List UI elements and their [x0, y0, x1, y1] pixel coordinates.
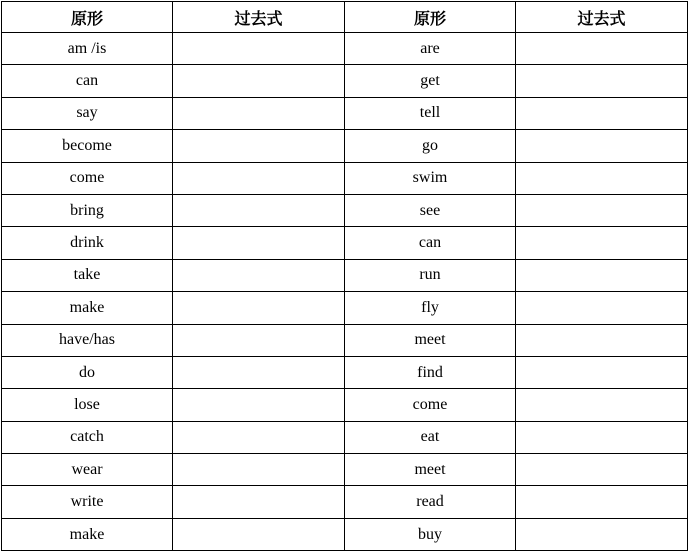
- base-form-cell: run: [345, 259, 516, 291]
- base-form-cell: make: [2, 292, 173, 324]
- table-row: [2, 33, 688, 65]
- table-row: [2, 389, 688, 421]
- past-tense-answer-cell[interactable]: [516, 130, 688, 162]
- past-tense-answer-cell[interactable]: [516, 486, 688, 518]
- base-form-cell: am /is: [2, 33, 173, 65]
- past-tense-answer-cell[interactable]: [173, 356, 345, 388]
- table-row: [2, 162, 688, 194]
- table-row: [2, 356, 688, 388]
- header-past-tense-left: 过去式: [173, 2, 345, 33]
- past-tense-answer-cell[interactable]: [516, 259, 688, 291]
- base-form-cell: fly: [345, 292, 516, 324]
- header-base-form-left: 原形: [2, 2, 173, 33]
- base-form-cell: buy: [345, 518, 516, 550]
- base-form-cell: take: [2, 259, 173, 291]
- base-form-cell: write: [2, 486, 173, 518]
- base-form-cell: eat: [345, 421, 516, 453]
- base-form-cell: are: [345, 33, 516, 65]
- base-form-cell: come: [2, 162, 173, 194]
- base-form-cell: lose: [2, 389, 173, 421]
- past-tense-answer-cell[interactable]: [516, 227, 688, 259]
- past-tense-answer-cell[interactable]: [173, 227, 345, 259]
- past-tense-answer-cell[interactable]: [173, 389, 345, 421]
- table-row: [2, 65, 688, 97]
- base-form-cell: say: [2, 97, 173, 129]
- base-form-cell: wear: [2, 454, 173, 486]
- base-form-cell: read: [345, 486, 516, 518]
- base-form-cell: have/has: [2, 324, 173, 356]
- past-tense-answer-cell[interactable]: [516, 356, 688, 388]
- header-past-tense-right: 过去式: [516, 2, 688, 33]
- table-row: [2, 292, 688, 324]
- base-form-cell: make: [2, 518, 173, 550]
- past-tense-answer-cell[interactable]: [173, 130, 345, 162]
- past-tense-answer-cell[interactable]: [173, 259, 345, 291]
- table-row: [2, 486, 688, 518]
- past-tense-answer-cell[interactable]: [516, 162, 688, 194]
- base-form-cell: meet: [345, 454, 516, 486]
- past-tense-answer-cell[interactable]: [516, 518, 688, 550]
- base-form-cell: become: [2, 130, 173, 162]
- table-row: [2, 324, 688, 356]
- table-row: [2, 421, 688, 453]
- past-tense-answer-cell[interactable]: [173, 162, 345, 194]
- base-form-cell: catch: [2, 421, 173, 453]
- past-tense-answer-cell[interactable]: [173, 97, 345, 129]
- base-form-cell: find: [345, 356, 516, 388]
- past-tense-answer-cell[interactable]: [173, 518, 345, 550]
- past-tense-answer-cell[interactable]: [516, 194, 688, 226]
- past-tense-answer-cell[interactable]: [173, 292, 345, 324]
- past-tense-answer-cell[interactable]: [516, 292, 688, 324]
- header-row: [2, 2, 688, 33]
- past-tense-answer-cell[interactable]: [173, 194, 345, 226]
- past-tense-answer-cell[interactable]: [173, 33, 345, 65]
- base-form-cell: come: [345, 389, 516, 421]
- base-form-cell: get: [345, 65, 516, 97]
- table-body: [2, 33, 688, 551]
- past-tense-answer-cell[interactable]: [516, 33, 688, 65]
- table-row: [2, 97, 688, 129]
- verb-table: [1, 1, 688, 551]
- base-form-cell: meet: [345, 324, 516, 356]
- base-form-cell: tell: [345, 97, 516, 129]
- past-tense-answer-cell[interactable]: [173, 421, 345, 453]
- past-tense-answer-cell[interactable]: [516, 97, 688, 129]
- base-form-cell: see: [345, 194, 516, 226]
- table-row: [2, 194, 688, 226]
- base-form-cell: drink: [2, 227, 173, 259]
- past-tense-answer-cell[interactable]: [173, 65, 345, 97]
- base-form-cell: swim: [345, 162, 516, 194]
- table-row: [2, 518, 688, 550]
- header-base-form-right: 原形: [345, 2, 516, 33]
- table-row: [2, 259, 688, 291]
- table-row: [2, 130, 688, 162]
- base-form-cell: can: [2, 65, 173, 97]
- past-tense-answer-cell[interactable]: [173, 486, 345, 518]
- past-tense-answer-cell[interactable]: [516, 65, 688, 97]
- past-tense-answer-cell[interactable]: [173, 454, 345, 486]
- past-tense-answer-cell[interactable]: [516, 454, 688, 486]
- past-tense-answer-cell[interactable]: [516, 421, 688, 453]
- past-tense-answer-cell[interactable]: [516, 389, 688, 421]
- base-form-cell: do: [2, 356, 173, 388]
- base-form-cell: bring: [2, 194, 173, 226]
- table-row: [2, 454, 688, 486]
- past-tense-answer-cell[interactable]: [173, 324, 345, 356]
- past-tense-answer-cell[interactable]: [516, 324, 688, 356]
- base-form-cell: can: [345, 227, 516, 259]
- base-form-cell: go: [345, 130, 516, 162]
- table-row: [2, 227, 688, 259]
